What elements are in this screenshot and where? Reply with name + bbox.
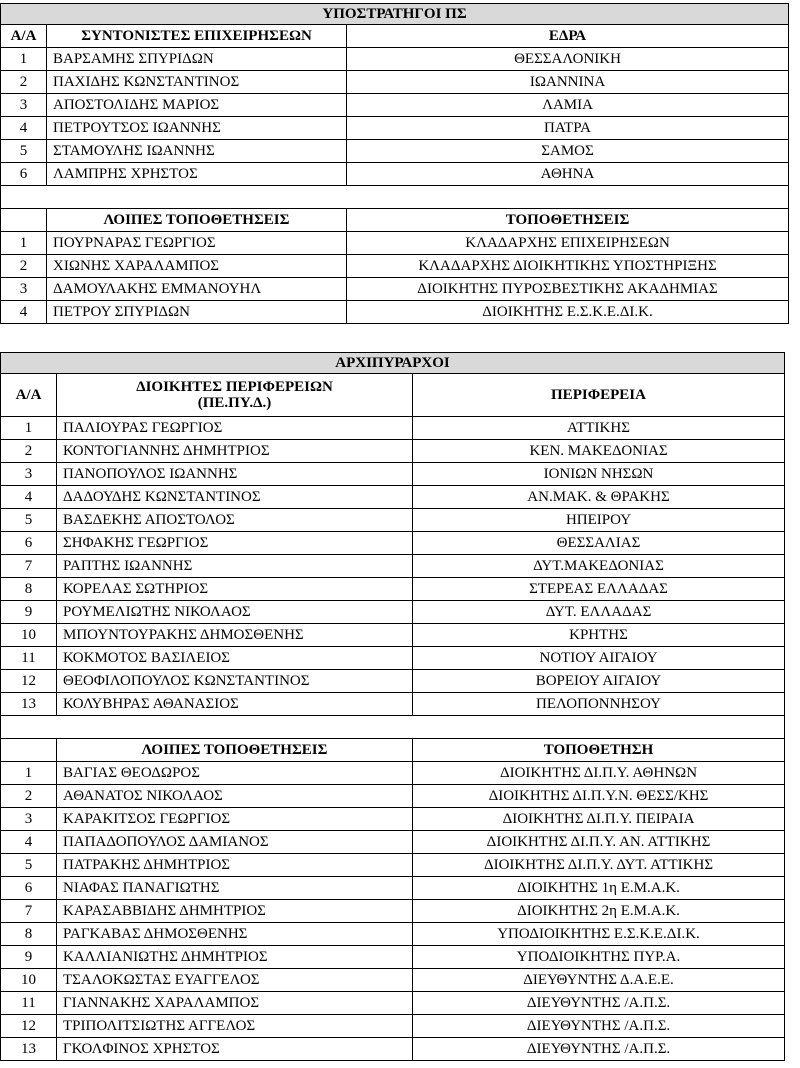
person-name: ΔΑΔΟΥΔΗΣ ΚΩΝΣΤΑΝΤΙΝΟΣ [57,486,413,509]
col-header-empty [1,739,57,762]
person-name: ΔΑΜΟΥΛΑΚΗΣ ΕΜΜΑΝΟΥΗΛ [47,278,347,301]
table-row [1,140,789,163]
row-number: 1 [1,232,47,255]
person-name: ΠΟΥΡΝΑΡΑΣ ΓΕΩΡΓΙΟΣ [47,232,347,255]
table-row [1,647,785,670]
table-title-row [1,353,785,374]
assignment: ΥΠΟΔΙΟΙΚΗΤΗΣ ΠΥΡ.Α. [413,946,785,969]
assignment: ΔΙΟΙΚΗΤΗΣ Ε.Σ.Κ.Ε.ΔΙ.Κ. [347,301,789,324]
table-row [1,831,785,854]
table-row [1,532,785,555]
row-number: 5 [1,854,57,877]
assignment: ΔΙΟΙΚΗΤΗΣ 1η Ε.Μ.Α.Κ. [413,877,785,900]
table-row [1,94,789,117]
spacer-row [1,716,785,739]
assignment: ΔΙΟΙΚΗΤΗΣ ΔΙ.Π.Υ. ΔΥΤ. ΑΤΤΙΚΗΣ [413,854,785,877]
spacer-row [1,186,789,209]
table-header-row [1,25,789,48]
col-header-name-line2: (ΠΕ.ΠΥ.Δ.) [197,395,272,411]
assignment: ΔΙΟΙΚΗΤΗΣ ΔΙ.Π.Υ. ΑΘΗΝΩΝ [413,762,785,785]
assignment: ΠΕΛΟΠΟΝΝΗΣΟΥ [413,693,785,716]
row-number: 3 [1,278,47,301]
row-number: 6 [1,532,57,555]
row-number: 1 [1,762,57,785]
assignment: ΙΩΑΝΝΙΝΑ [347,71,789,94]
assignment: ΚΛΑΔΑΡΧΗΣ ΕΠΙΧΕΙΡΗΣΕΩΝ [347,232,789,255]
table-row [1,992,785,1015]
table-row [1,71,789,94]
assignment: ΔΙΕΥΘΥΝΤΗΣ /Α.Π.Σ. [413,1038,785,1061]
row-number: 13 [1,693,57,716]
person-name: ΠΕΤΡΟΥΤΣΟΣ ΙΩΑΝΝΗΣ [47,117,347,140]
row-number: 2 [1,255,47,278]
spacer-cell [1,716,785,739]
person-name: ΛΑΜΠΡΗΣ ΧΡΗΣΤΟΣ [47,163,347,186]
assignment: ΗΠΕΙΡΟΥ [413,509,785,532]
table-row [1,670,785,693]
col-header-name-line1: ΔΙΟΙΚΗΤΕΣ ΠΕΡΙΦΕΡΕΙΩΝ [136,379,333,395]
table-row [1,762,785,785]
assignment: ΛΑΜΙΑ [347,94,789,117]
row-number: 1 [1,48,47,71]
row-number: 4 [1,117,47,140]
person-name: ΒΑΣΔΕΚΗΣ ΑΠΟΣΤΟΛΟΣ [57,509,413,532]
assignment: ΔΥΤ.ΜΑΚΕΔΟΝΙΑΣ [413,555,785,578]
person-name: ΚΑΡΑΚΙΤΣΟΣ ΓΕΩΡΓΙΟΣ [57,808,413,831]
fire-chiefs-table [0,352,785,1061]
table-header-row [1,209,789,232]
person-name: ΒΑΓΙΑΣ ΘΕΟΔΩΡΟΣ [57,762,413,785]
row-number: 6 [1,163,47,186]
row-number: 11 [1,992,57,1015]
row-number: 3 [1,463,57,486]
generals-table [0,3,789,324]
table-row [1,301,789,324]
assignment: ΔΙΟΙΚΗΤΗΣ ΔΙ.Π.Υ. ΠΕΙΡΑΙΑ [413,808,785,831]
col-header-other-name: ΛΟΙΠΕΣ ΤΟΠΟΘΕΤΗΣΕΙΣ [47,209,347,232]
person-name: ΑΘΑΝΑΤΟΣ ΝΙΚΟΛΑΟΣ [57,785,413,808]
person-name: ΠΑΧΙΔΗΣ ΚΩΝΣΤΑΝΤΙΝΟΣ [47,71,347,94]
assignment: ΚΛΑΔΑΡΧΗΣ ΔΙΟΙΚΗΤΙΚΗΣ ΥΠΟΣΤΗΡΙΞΗΣ [347,255,789,278]
row-number: 9 [1,601,57,624]
person-name: ΠΑΠΑΔΟΠΟΥΛΟΣ ΔΑΜΙΑΝΟΣ [57,831,413,854]
person-name: ΝΙΑΦΑΣ ΠΑΝΑΓΙΩΤΗΣ [57,877,413,900]
table-row [1,693,785,716]
table-title-row [1,4,789,25]
table-row [1,417,785,440]
person-name: ΠΑΛΙΟΥΡΑΣ ΓΕΩΡΓΙΟΣ [57,417,413,440]
row-number: 2 [1,785,57,808]
table-body [1,232,789,324]
row-number: 8 [1,923,57,946]
person-name: ΣΤΑΜΟΥΛΗΣ ΙΩΑΝΝΗΣ [47,140,347,163]
table-row [1,48,789,71]
table-row [1,555,785,578]
assignment: ΔΙΟΙΚΗΤΗΣ 2η Ε.Μ.Α.Κ. [413,900,785,923]
table-row [1,854,785,877]
table-title: ΥΠΟΣΤΡΑΤΗΓΟΙ ΠΣ [1,4,789,25]
assignment: ΥΠΟΔΙΟΙΚΗΤΗΣ Ε.Σ.Κ.Ε.ΔΙ.Κ. [413,923,785,946]
table-row [1,923,785,946]
row-number: 13 [1,1038,57,1061]
table-row [1,1015,785,1038]
table-title: ΑΡΧΙΠΥΡΑΡΧΟΙ [1,353,785,374]
row-number: 10 [1,969,57,992]
person-name: ΠΑΝΟΠΟΥΛΟΣ ΙΩΑΝΝΗΣ [57,463,413,486]
person-name: ΤΣΑΛΟΚΩΣΤΑΣ ΕΥΑΓΓΕΛΟΣ [57,969,413,992]
table-row [1,601,785,624]
person-name: ΓΙΑΝΝΑΚΗΣ ΧΑΡΑΛΑΜΠΟΣ [57,992,413,1015]
table-row [1,486,785,509]
person-name: ΚΟΡΕΛΑΣ ΣΩΤΗΡΙΟΣ [57,578,413,601]
assignment: ΔΙΟΙΚΗΤΗΣ ΔΙ.Π.Υ.Ν. ΘΕΣΣ/ΚΗΣ [413,785,785,808]
row-number: 2 [1,440,57,463]
row-number: 7 [1,900,57,923]
assignment: ΔΙΟΙΚΗΤΗΣ ΠΥΡΟΣΒΕΣΤΙΚΗΣ ΑΚΑΔΗΜΙΑΣ [347,278,789,301]
assignment: ΑΝ.ΜΑΚ. & ΘΡΑΚΗΣ [413,486,785,509]
col-header-other-name: ΛΟΙΠΕΣ ΤΟΠΟΘΕΤΗΣΕΙΣ [57,739,413,762]
table-header-row [1,374,785,417]
row-number: 9 [1,946,57,969]
col-header-other-place: ΤΟΠΟΘΕΤΗΣΗ [413,739,785,762]
table-row [1,255,789,278]
assignment: ΝΟΤΙΟΥ ΑΙΓΑΙΟΥ [413,647,785,670]
table-body [1,417,785,716]
col-header-aa: Α/Α [1,25,47,48]
col-header-empty [1,209,47,232]
person-name: ΑΠΟΣΤΟΛΙΔΗΣ ΜΑΡΙΟΣ [47,94,347,117]
row-number: 3 [1,94,47,117]
table-row [1,969,785,992]
assignment: ΚΕΝ. ΜΑΚΕΔΟΝΙΑΣ [413,440,785,463]
table-row [1,877,785,900]
row-number: 1 [1,417,57,440]
table-body [1,762,785,1061]
row-number: 7 [1,555,57,578]
person-name: ΚΑΛΛΙΑΝΙΩΤΗΣ ΔΗΜΗΤΡΙΟΣ [57,946,413,969]
person-name: ΚΑΡΑΣΑΒΒΙΔΗΣ ΔΗΜΗΤΡΙΟΣ [57,900,413,923]
person-name: ΧΙΩΝΗΣ ΧΑΡΑΛΑΜΠΟΣ [47,255,347,278]
assignment: ΙΟΝΙΩΝ ΝΗΣΩΝ [413,463,785,486]
col-header-other-place: ΤΟΠΟΘΕΤΗΣΕΙΣ [347,209,789,232]
table-row [1,578,785,601]
person-name: ΚΟΝΤΟΓΙΑΝΝΗΣ ΔΗΜΗΤΡΙΟΣ [57,440,413,463]
person-name: ΡΑΓΚΑΒΑΣ ΔΗΜΟΣΘΕΝΗΣ [57,923,413,946]
col-header-aa: Α/Α [1,374,57,417]
table-body [1,48,789,186]
row-number: 12 [1,1015,57,1038]
col-header-name: ΣΥΝΤΟΝΙΣΤΕΣ ΕΠΙΧΕΙΡΗΣΕΩΝ [47,25,347,48]
table-row [1,900,785,923]
spacer-cell [1,186,789,209]
assignment: ΠΑΤΡΑ [347,117,789,140]
row-number: 6 [1,877,57,900]
person-name: ΣΗΦΑΚΗΣ ΓΕΩΡΓΙΟΣ [57,532,413,555]
row-number: 5 [1,509,57,532]
table-row [1,117,789,140]
person-name: ΜΠΟΥΝΤΟΥΡΑΚΗΣ ΔΗΜΟΣΘΕΝΗΣ [57,624,413,647]
person-name: ΡΑΠΤΗΣ ΙΩΑΝΝΗΣ [57,555,413,578]
row-number: 4 [1,486,57,509]
person-name: ΓΚΟΛΦΙΝΟΣ ΧΡΗΣΤΟΣ [57,1038,413,1061]
person-name: ΘΕΟΦΙΛΟΠΟΥΛΟΣ ΚΩΝΣΤΑΝΤΙΝΟΣ [57,670,413,693]
row-number: 4 [1,301,47,324]
table-row [1,163,789,186]
table-row [1,946,785,969]
person-name: ΒΑΡΣΑΜΗΣ ΣΠΥΡΙΔΩΝ [47,48,347,71]
assignment: ΑΘΗΝΑ [347,163,789,186]
col-header-place: ΕΔΡΑ [347,25,789,48]
row-number: 10 [1,624,57,647]
table-row [1,463,785,486]
assignment: ΑΤΤΙΚΗΣ [413,417,785,440]
row-number: 12 [1,670,57,693]
table-row [1,785,785,808]
row-number: 11 [1,647,57,670]
row-number: 5 [1,140,47,163]
assignment: ΣΑΜΟΣ [347,140,789,163]
col-header-place: ΠΕΡΙΦΕΡΕΙΑ [413,374,785,417]
table-row [1,440,785,463]
row-number: 2 [1,71,47,94]
table-row [1,1038,785,1061]
table-row [1,509,785,532]
person-name: ΤΡΙΠΟΛΙΤΣΙΩΤΗΣ ΑΓΓΕΛΟΣ [57,1015,413,1038]
row-number: 8 [1,578,57,601]
assignment: ΚΡΗΤΗΣ [413,624,785,647]
assignment: ΘΕΣΣΑΛΙΑΣ [413,532,785,555]
person-name: ΚΟΛΥΒΗΡΑΣ ΑΘΑΝΑΣΙΟΣ [57,693,413,716]
table-row [1,624,785,647]
assignment: ΘΕΣΣΑΛΟΝΙΚΗ [347,48,789,71]
assignment: ΔΙΕΥΘΥΝΤΗΣ Δ.Α.Ε.Ε. [413,969,785,992]
assignment: ΔΥΤ. ΕΛΛΑΔΑΣ [413,601,785,624]
person-name: ΠΕΤΡΟΥ ΣΠΥΡΙΔΩΝ [47,301,347,324]
assignment: ΒΟΡΕΙΟΥ ΑΙΓΑΙΟΥ [413,670,785,693]
assignment: ΔΙΟΙΚΗΤΗΣ ΔΙ.Π.Υ. ΑΝ. ΑΤΤΙΚΗΣ [413,831,785,854]
col-header-name [57,374,413,417]
row-number: 3 [1,808,57,831]
row-number: 4 [1,831,57,854]
person-name: ΠΑΤΡΑΚΗΣ ΔΗΜΗΤΡΙΟΣ [57,854,413,877]
table-row [1,278,789,301]
table-row [1,808,785,831]
table-row [1,232,789,255]
table-header-row [1,739,785,762]
person-name: ΡΟΥΜΕΛΙΩΤΗΣ ΝΙΚΟΛΑΟΣ [57,601,413,624]
person-name: ΚΟΚΜΟΤΟΣ ΒΑΣΙΛΕΙΟΣ [57,647,413,670]
assignment: ΔΙΕΥΘΥΝΤΗΣ /Α.Π.Σ. [413,1015,785,1038]
assignment: ΔΙΕΥΘΥΝΤΗΣ /Α.Π.Σ. [413,992,785,1015]
assignment: ΣΤΕΡΕΑΣ ΕΛΛΑΔΑΣ [413,578,785,601]
